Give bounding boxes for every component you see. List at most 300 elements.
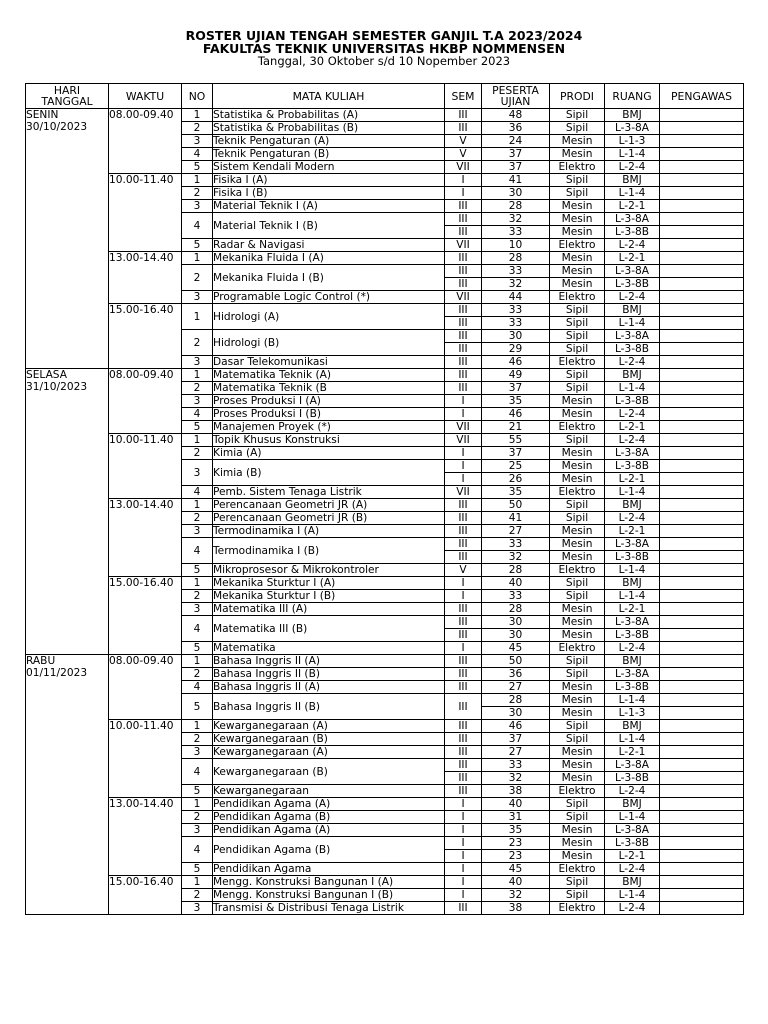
course-no: 1 (182, 655, 213, 668)
course-name: Matematika Teknik (B (213, 382, 445, 395)
course-name: Hidrologi (A) (213, 304, 445, 330)
semester: III (445, 720, 482, 733)
room: L-1-4 (605, 733, 660, 746)
supervisor-cell (660, 187, 744, 200)
course-no: 4 (182, 486, 213, 499)
participants: 35 (482, 395, 550, 408)
program: Elektro (550, 421, 605, 434)
semester: III (445, 603, 482, 616)
semester: III (445, 213, 482, 226)
program: Mesin (550, 850, 605, 863)
semester: I (445, 837, 482, 850)
course-no: 2 (182, 889, 213, 902)
semester: III (445, 733, 482, 746)
course-name: Teknik Pengaturan (A) (213, 135, 445, 148)
participants: 46 (482, 720, 550, 733)
col-prodi: PRODI (550, 84, 605, 109)
participants: 32 (482, 278, 550, 291)
program: Mesin (550, 525, 605, 538)
course-name: Fisika I (A) (213, 174, 445, 187)
semester: I (445, 408, 482, 421)
course-name: Perencanaan Geometri JR (B) (213, 512, 445, 525)
course-name: Bahasa Inggris II (B) (213, 694, 445, 720)
room: L-1-3 (605, 707, 660, 720)
day-name: SENIN (26, 109, 59, 121)
course-no: 2 (182, 668, 213, 681)
semester: VII (445, 486, 482, 499)
program: Sipil (550, 330, 605, 343)
supervisor-cell (660, 499, 744, 512)
course-name: Statistika & Probabilitas (A) (213, 109, 445, 122)
room: L-3-8A (605, 330, 660, 343)
participants: 49 (482, 369, 550, 382)
semester: V (445, 135, 482, 148)
program: Sipil (550, 343, 605, 356)
supervisor-cell (660, 135, 744, 148)
program: Sipil (550, 122, 605, 135)
room: L-2-1 (605, 746, 660, 759)
room: BMJ (605, 109, 660, 122)
program: Mesin (550, 603, 605, 616)
supervisor-cell (660, 239, 744, 252)
semester: III (445, 629, 482, 642)
course-name: Bahasa Inggris II (B) (213, 668, 445, 681)
course-name: Mekanika Fluida I (B) (213, 265, 445, 291)
course-name: Pendidikan Agama (B) (213, 811, 445, 824)
participants: 28 (482, 564, 550, 577)
room: L-2-1 (605, 421, 660, 434)
program: Mesin (550, 252, 605, 265)
supervisor-cell (660, 434, 744, 447)
course-name: Dasar Telekomunikasi (213, 356, 445, 369)
course-no: 5 (182, 694, 213, 720)
course-no: 3 (182, 135, 213, 148)
supervisor-cell (660, 681, 744, 694)
room: L-1-4 (605, 317, 660, 330)
room: L-3-8B (605, 278, 660, 291)
col-pengawas: PENGAWAS (660, 84, 744, 109)
program: Elektro (550, 564, 605, 577)
semester: I (445, 798, 482, 811)
course-no: 4 (182, 148, 213, 161)
course-name: Kewarganegaraan (A) (213, 746, 445, 759)
participants: 35 (482, 824, 550, 837)
participants: 27 (482, 525, 550, 538)
semester: III (445, 512, 482, 525)
course-no: 3 (182, 460, 213, 486)
program: Sipil (550, 733, 605, 746)
participants: 41 (482, 512, 550, 525)
supervisor-cell (660, 252, 744, 265)
supervisor-cell (660, 174, 744, 187)
participants: 37 (482, 382, 550, 395)
supervisor-cell (660, 317, 744, 330)
course-name: Termodinamika I (A) (213, 525, 445, 538)
participants: 28 (482, 200, 550, 213)
course-no: 1 (182, 304, 213, 330)
room: L-1-3 (605, 135, 660, 148)
time-slot: 10.00-11.40 (109, 720, 182, 798)
semester: III (445, 278, 482, 291)
program: Sipil (550, 317, 605, 330)
supervisor-cell (660, 876, 744, 889)
room: L-2-4 (605, 512, 660, 525)
course-no: 3 (182, 824, 213, 837)
course-name: Sistem Kendali Modern (213, 161, 445, 174)
participants: 27 (482, 746, 550, 759)
day-date: 01/11/2023 (26, 667, 88, 679)
col-mata-kuliah: MATA KULIAH (213, 84, 445, 109)
date-range: Tanggal, 30 Oktober s/d 10 Nopember 2023 (257, 54, 511, 68)
participants: 25 (482, 460, 550, 473)
table-row (26, 499, 744, 512)
room: L-3-8A (605, 616, 660, 629)
supervisor-cell (660, 824, 744, 837)
course-name: Matematika III (A) (213, 603, 445, 616)
time-slot: 08.00-09.40 (109, 369, 182, 434)
room: L-2-4 (605, 785, 660, 798)
program: Mesin (550, 694, 605, 707)
course-no: 2 (182, 382, 213, 395)
semester: VII (445, 291, 482, 304)
course-name: Kewarganegaraan (B) (213, 759, 445, 785)
supervisor-cell (660, 889, 744, 902)
course-no: 2 (182, 590, 213, 603)
course-no: 4 (182, 681, 213, 694)
course-name: Fisika I (B) (213, 187, 445, 200)
participants: 30 (482, 330, 550, 343)
supervisor-cell (660, 811, 744, 824)
semester: III (445, 122, 482, 135)
col-waktu: WAKTU (109, 84, 182, 109)
supervisor-cell (660, 668, 744, 681)
course-name: Perencanaan Geometri JR (A) (213, 499, 445, 512)
room: L-1-4 (605, 811, 660, 824)
participants: 30 (482, 187, 550, 200)
supervisor-cell (660, 161, 744, 174)
course-name: Pendidikan Agama (213, 863, 445, 876)
room: L-3-8A (605, 759, 660, 772)
room: L-1-4 (605, 382, 660, 395)
participants: 33 (482, 304, 550, 317)
participants: 33 (482, 590, 550, 603)
program: Elektro (550, 642, 605, 655)
table-row (26, 369, 744, 382)
room: BMJ (605, 369, 660, 382)
semester: III (445, 252, 482, 265)
course-name: Matematika Teknik (A) (213, 369, 445, 382)
room: BMJ (605, 720, 660, 733)
course-no: 4 (182, 616, 213, 642)
program: Sipil (550, 109, 605, 122)
participants: 46 (482, 356, 550, 369)
semester: III (445, 356, 482, 369)
time-slot: 08.00-09.40 (109, 655, 182, 720)
semester: III (445, 226, 482, 239)
room: L-3-8A (605, 668, 660, 681)
col-sem: SEM (445, 84, 482, 109)
supervisor-cell (660, 720, 744, 733)
program: Sipil (550, 174, 605, 187)
room: L-1-4 (605, 590, 660, 603)
participants: 33 (482, 265, 550, 278)
supervisor-cell (660, 551, 744, 564)
course-name: Statistika & Probabilitas (B) (213, 122, 445, 135)
supervisor-cell (660, 603, 744, 616)
program: Sipil (550, 499, 605, 512)
participants: 41 (482, 174, 550, 187)
supervisor-cell (660, 213, 744, 226)
course-no: 1 (182, 369, 213, 382)
course-no: 1 (182, 434, 213, 447)
semester: III (445, 382, 482, 395)
semester: VII (445, 434, 482, 447)
room: L-2-4 (605, 161, 660, 174)
participants: 50 (482, 655, 550, 668)
supervisor-cell (660, 369, 744, 382)
room: L-3-8B (605, 460, 660, 473)
supervisor-cell (660, 421, 744, 434)
room: BMJ (605, 798, 660, 811)
course-no: 1 (182, 499, 213, 512)
participants: 40 (482, 577, 550, 590)
program: Elektro (550, 902, 605, 915)
supervisor-cell (660, 356, 744, 369)
participants: 45 (482, 642, 550, 655)
table-row (26, 109, 744, 122)
participants: 37 (482, 447, 550, 460)
participants: 23 (482, 850, 550, 863)
participants: 32 (482, 889, 550, 902)
participants: 55 (482, 434, 550, 447)
header-row (26, 84, 744, 109)
course-name: Pendidikan Agama (A) (213, 798, 445, 811)
supervisor-cell (660, 733, 744, 746)
course-name: Kewarganegaraan (B) (213, 733, 445, 746)
room: L-3-8A (605, 265, 660, 278)
time-slot: 15.00-16.40 (109, 304, 182, 369)
course-name: Material Teknik I (B) (213, 213, 445, 239)
participants: 33 (482, 538, 550, 551)
room: L-2-4 (605, 902, 660, 915)
participants: 23 (482, 837, 550, 850)
table-row (26, 434, 744, 447)
semester: III (445, 668, 482, 681)
room: L-1-4 (605, 187, 660, 200)
supervisor-cell (660, 200, 744, 213)
course-name: Matematika (213, 642, 445, 655)
course-no: 4 (182, 538, 213, 564)
semester: III (445, 304, 482, 317)
supervisor-cell (660, 473, 744, 486)
participants: 37 (482, 161, 550, 174)
supervisor-cell (660, 707, 744, 720)
participants: 35 (482, 486, 550, 499)
semester: I (445, 174, 482, 187)
participants: 32 (482, 213, 550, 226)
course-no: 3 (182, 291, 213, 304)
semester: III (445, 369, 482, 382)
course-no: 3 (182, 603, 213, 616)
supervisor-cell (660, 343, 744, 356)
course-name: Kimia (A) (213, 447, 445, 460)
supervisor-cell (660, 655, 744, 668)
program: Mesin (550, 473, 605, 486)
supervisor-cell (660, 304, 744, 317)
col-ruang: RUANG (605, 84, 660, 109)
room: BMJ (605, 499, 660, 512)
room: L-3-8B (605, 395, 660, 408)
course-no: 2 (182, 447, 213, 460)
supervisor-cell (660, 616, 744, 629)
day-date: 30/10/2023 (26, 121, 88, 133)
room: L-3-8A (605, 538, 660, 551)
room: L-2-4 (605, 863, 660, 876)
program: Sipil (550, 811, 605, 824)
semester: I (445, 577, 482, 590)
course-name: Mekanika Sturktur I (B) (213, 590, 445, 603)
semester: III (445, 343, 482, 356)
semester: III (445, 109, 482, 122)
semester: VII (445, 239, 482, 252)
supervisor-cell (660, 395, 744, 408)
program: Elektro (550, 486, 605, 499)
semester: III (445, 746, 482, 759)
semester: III (445, 694, 482, 720)
time-slot: 10.00-11.40 (109, 174, 182, 252)
program: Mesin (550, 200, 605, 213)
semester: III (445, 655, 482, 668)
course-no: 5 (182, 785, 213, 798)
participants: 36 (482, 122, 550, 135)
course-no: 3 (182, 200, 213, 213)
room: BMJ (605, 655, 660, 668)
time-slot: 08.00-09.40 (109, 109, 182, 174)
participants: 30 (482, 616, 550, 629)
day-cell (26, 369, 109, 655)
room: L-2-4 (605, 356, 660, 369)
course-no: 5 (182, 863, 213, 876)
supervisor-cell (660, 746, 744, 759)
supervisor-cell (660, 785, 744, 798)
program: Mesin (550, 135, 605, 148)
course-name: Pemb. Sistem Tenaga Listrik (213, 486, 445, 499)
course-no: 3 (182, 525, 213, 538)
program: Sipil (550, 434, 605, 447)
course-no: 1 (182, 174, 213, 187)
program: Sipil (550, 369, 605, 382)
semester: III (445, 785, 482, 798)
time-slot: 10.00-11.40 (109, 434, 182, 499)
program: Mesin (550, 395, 605, 408)
room: L-3-8A (605, 824, 660, 837)
participants: 44 (482, 291, 550, 304)
program: Sipil (550, 889, 605, 902)
program: Mesin (550, 278, 605, 291)
program: Mesin (550, 681, 605, 694)
table-row (26, 720, 744, 733)
participants: 33 (482, 759, 550, 772)
semester: III (445, 330, 482, 343)
program: Elektro (550, 863, 605, 876)
semester: I (445, 811, 482, 824)
course-no: 4 (182, 408, 213, 421)
supervisor-cell (660, 694, 744, 707)
semester: III (445, 525, 482, 538)
program: Elektro (550, 239, 605, 252)
course-name: Material Teknik I (A) (213, 200, 445, 213)
semester: I (445, 460, 482, 473)
participants: 38 (482, 785, 550, 798)
program: Sipil (550, 512, 605, 525)
document-header (0, 29, 768, 68)
course-name: Hidrologi (B) (213, 330, 445, 356)
table-row (26, 798, 744, 811)
day-cell (26, 655, 109, 915)
program: Mesin (550, 746, 605, 759)
course-no: 4 (182, 837, 213, 863)
semester: VII (445, 421, 482, 434)
semester: I (445, 187, 482, 200)
course-no: 3 (182, 902, 213, 915)
program: Sipil (550, 876, 605, 889)
semester: I (445, 876, 482, 889)
participants: 50 (482, 499, 550, 512)
participants: 45 (482, 863, 550, 876)
participants: 46 (482, 408, 550, 421)
room: L-1-4 (605, 889, 660, 902)
semester: III (445, 317, 482, 330)
course-no: 3 (182, 356, 213, 369)
program: Mesin (550, 213, 605, 226)
course-name: Matematika III (B) (213, 616, 445, 642)
supervisor-cell (660, 408, 744, 421)
room: L-2-1 (605, 473, 660, 486)
participants: 37 (482, 733, 550, 746)
table-row (26, 174, 744, 187)
col-hari-tanggal: HARI TANGGAL (26, 84, 109, 109)
semester: III (445, 499, 482, 512)
semester: III (445, 759, 482, 772)
course-no: 2 (182, 512, 213, 525)
room: L-3-8B (605, 343, 660, 356)
day-name: SELASA (26, 369, 67, 381)
room: L-3-8A (605, 122, 660, 135)
supervisor-cell (660, 590, 744, 603)
col-peserta-ujian: PESERTA UJIAN (482, 84, 550, 109)
room: L-3-8B (605, 772, 660, 785)
semester: I (445, 863, 482, 876)
program: Sipil (550, 798, 605, 811)
course-name: Mekanika Sturktur I (A) (213, 577, 445, 590)
course-no: 5 (182, 642, 213, 655)
supervisor-cell (660, 226, 744, 239)
program: Mesin (550, 707, 605, 720)
supervisor-cell (660, 798, 744, 811)
program: Mesin (550, 447, 605, 460)
day-date: 31/10/2023 (26, 381, 88, 393)
room: BMJ (605, 174, 660, 187)
program: Mesin (550, 265, 605, 278)
program: Sipil (550, 720, 605, 733)
course-no: 3 (182, 746, 213, 759)
course-name: Mengg. Konstruksi Bangunan I (A) (213, 876, 445, 889)
time-slot: 15.00-16.40 (109, 577, 182, 655)
course-no: 2 (182, 187, 213, 200)
participants: 29 (482, 343, 550, 356)
course-name: Programable Logic Control (*) (213, 291, 445, 304)
course-no: 3 (182, 395, 213, 408)
